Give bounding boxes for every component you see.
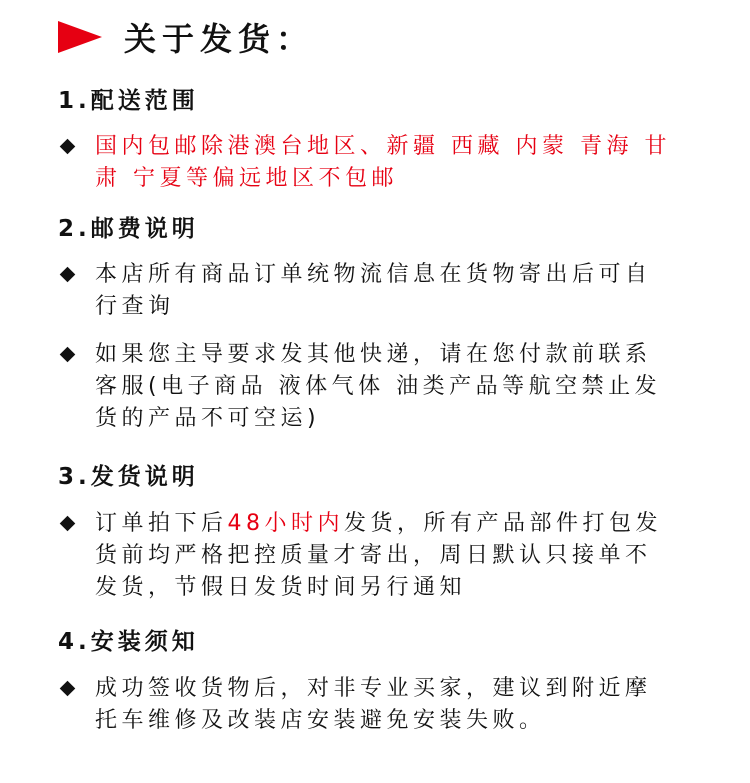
bullet-other-courier bbox=[58, 339, 708, 435]
line-text: 发货，所有产品部件打包发 bbox=[344, 511, 663, 536]
bullet-delivery-time bbox=[58, 508, 708, 604]
diamond-bullet-icon bbox=[60, 139, 76, 155]
section-heading-postage: 2.邮费说明 bbox=[58, 216, 199, 242]
page-header bbox=[58, 12, 314, 62]
line-text: 订单拍下后 bbox=[95, 511, 228, 536]
section-heading-delivery: 3.发货说明 bbox=[58, 464, 199, 490]
bullet-installation bbox=[58, 673, 708, 737]
bullet-line: 国内包邮除港澳台地区、新疆 西藏 内蒙 青海 甘 bbox=[95, 134, 671, 159]
bullet-line: 肃 宁夏等偏远地区不包邮 bbox=[95, 166, 398, 191]
bullet-line: 客服(电子商品 液体气体 油类产品等航空禁止发 bbox=[95, 374, 662, 399]
diamond-bullet-icon bbox=[60, 267, 76, 283]
diamond-bullet-icon bbox=[60, 347, 76, 363]
bullet-line: 成功签收货物后，对非专业买家，建议到附近摩 bbox=[95, 676, 652, 701]
red-triangle-icon bbox=[58, 21, 102, 53]
bullet-line: 行查询 bbox=[95, 294, 175, 319]
diamond-bullet-icon bbox=[60, 681, 76, 697]
bullet-line: 发货，节假日发货时间另行通知 bbox=[95, 575, 467, 600]
bullet-line bbox=[95, 508, 662, 540]
bullet-line: 本店所有商品订单统物流信息在货物寄出后可自 bbox=[95, 262, 652, 287]
highlight-text: 48小时内 bbox=[227, 511, 345, 536]
bullet-line: 托车维修及改装店安装避免安装失败。 bbox=[95, 708, 546, 733]
section-heading-shipping-scope: 1.配送范围 bbox=[58, 88, 199, 114]
bullet-line: 如果您主导要求发其他快递，请在您付款前联系 bbox=[95, 342, 652, 367]
page-title: 关于发货： bbox=[124, 20, 315, 58]
bullet-line: 货前均严格把控质量才寄出，周日默认只接单不 bbox=[95, 543, 652, 568]
bullet-logistics-info bbox=[58, 259, 708, 323]
bullet-line: 货的产品不可空运) bbox=[95, 406, 321, 431]
section-heading-installation: 4.安装须知 bbox=[58, 629, 199, 655]
diamond-bullet-icon bbox=[60, 516, 76, 532]
bullet-shipping-scope bbox=[58, 131, 708, 195]
